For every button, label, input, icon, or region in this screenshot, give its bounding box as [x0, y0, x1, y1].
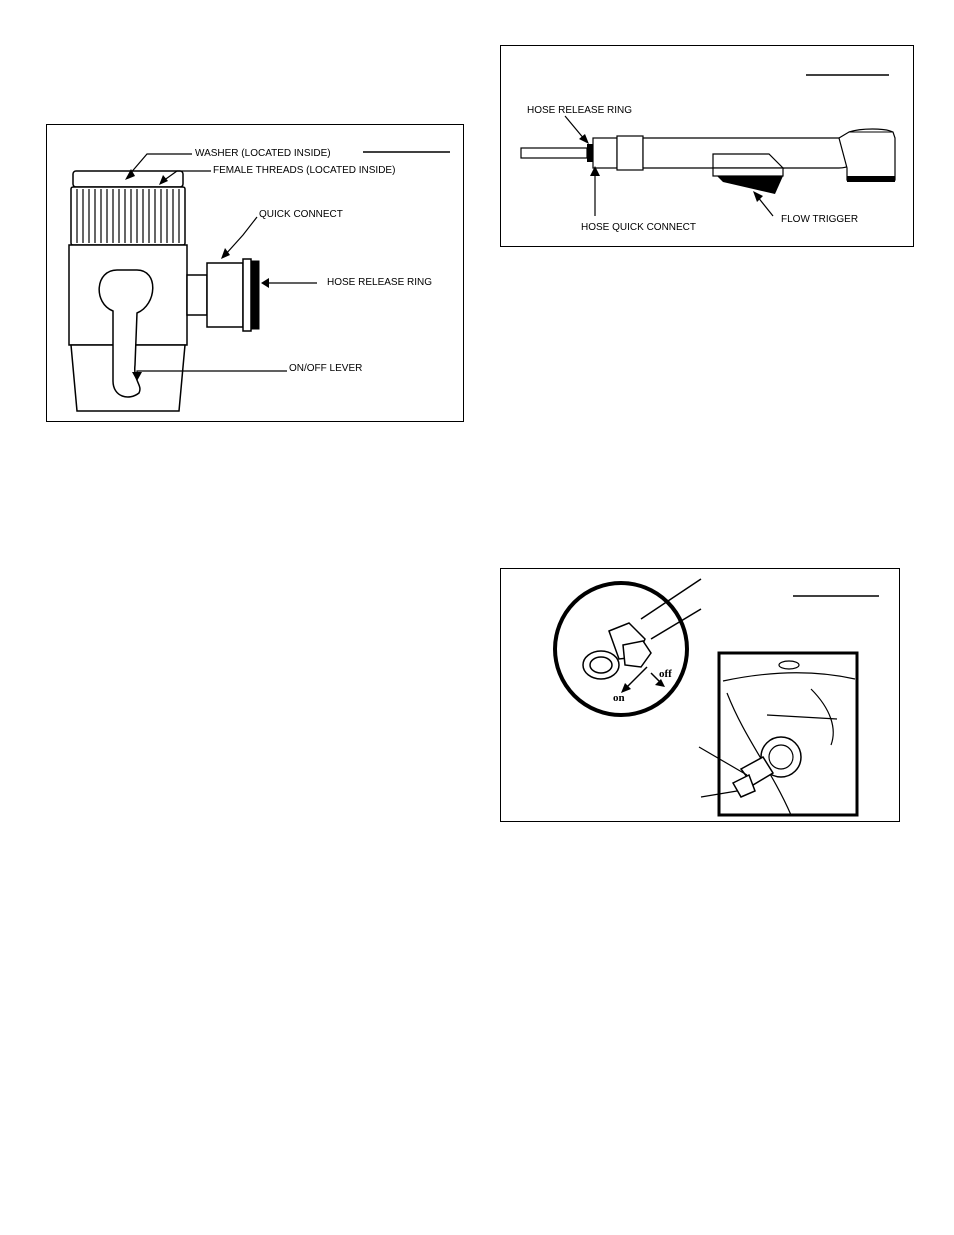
quick-connect-fitting	[207, 263, 243, 327]
figure-hose-wand	[500, 45, 914, 247]
label-hose-release-ring: HOSE RELEASE RING	[527, 105, 633, 116]
wand-head-base	[847, 176, 895, 182]
hose	[521, 148, 587, 158]
label-quick-connect: QUICK CONNECT	[259, 209, 343, 220]
hose-wand-illustration	[501, 46, 913, 246]
wand-head	[839, 129, 895, 180]
hose-quick-connect-fitting	[593, 138, 617, 168]
label-on-off-lever: ON/OFF LEVER	[289, 363, 363, 374]
label-female-threads: FEMALE THREADS (LOCATED INSIDE)	[213, 165, 396, 176]
label-on: on	[613, 692, 625, 704]
hose-release-ring-shape	[587, 144, 593, 162]
figure-diverter-valve	[46, 124, 464, 422]
label-hose-quick-connect: HOSE QUICK CONNECT	[581, 222, 697, 233]
hose-release-ring-shape	[251, 261, 259, 329]
label-washer: WASHER (LOCATED INSIDE)	[195, 148, 331, 159]
trigger-guard	[713, 168, 783, 176]
wand-collar	[617, 136, 643, 170]
valve-on-off-illustration	[501, 569, 899, 821]
flow-trigger-shape	[717, 176, 783, 194]
label-flow-trigger: FLOW TRIGGER	[781, 214, 859, 225]
label-off: off	[659, 668, 672, 680]
supply-valve-inner	[769, 745, 793, 769]
quick-connect-collar	[243, 259, 251, 331]
diverter-valve-illustration	[47, 125, 463, 421]
figure-valve-on-off	[500, 568, 900, 822]
side-port	[187, 275, 207, 315]
knurled-ring	[71, 187, 185, 245]
label-hose-release-ring: HOSE RELEASE RING	[327, 277, 433, 288]
